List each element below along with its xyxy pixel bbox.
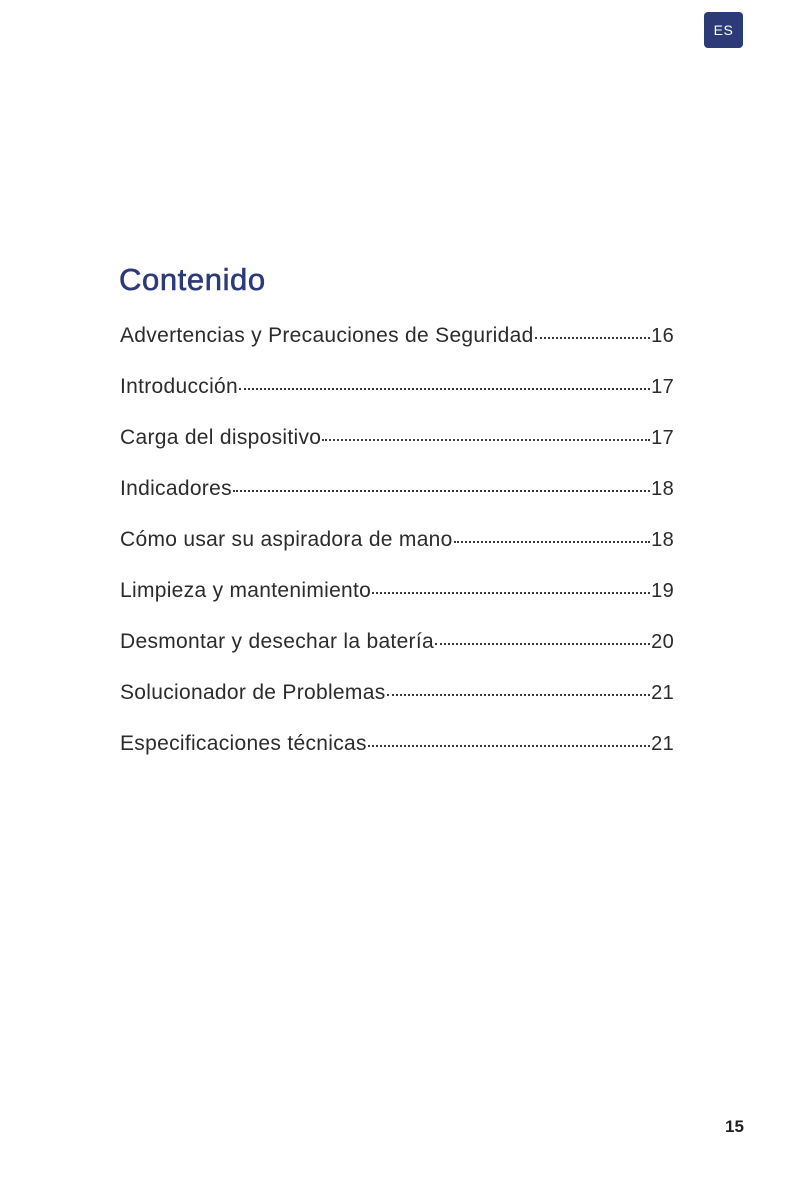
toc-entry-safety[interactable]	[120, 324, 674, 375]
toc-entry-battery-disposal[interactable]	[120, 630, 674, 681]
toc-entry-maintenance[interactable]	[120, 579, 674, 630]
page-title: Contenido	[119, 262, 266, 297]
toc-entry-page: 18	[651, 529, 674, 551]
toc-entry-charging[interactable]	[120, 426, 674, 477]
toc-entry-page: 17	[651, 427, 674, 449]
toc-entry-page: 20	[651, 631, 674, 653]
toc-entry-introduction[interactable]	[120, 375, 674, 426]
toc-entry-label: Especificaciones técnicas	[120, 732, 367, 755]
toc-entry-page: 21	[651, 733, 674, 755]
language-badge: ES	[704, 12, 743, 48]
toc-dot-leader	[454, 541, 651, 543]
toc-dot-leader	[535, 337, 651, 339]
toc-entry-specifications[interactable]	[120, 732, 674, 783]
page-number: 15	[725, 1117, 744, 1136]
toc-entry-label: Carga del dispositivo	[120, 426, 322, 449]
toc-dot-leader	[239, 388, 650, 390]
toc-entry-troubleshooting[interactable]	[120, 681, 674, 732]
toc-entry-label: Cómo usar su aspiradora de mano	[120, 528, 453, 551]
toc-entry-page: 21	[651, 682, 674, 704]
table-of-contents	[120, 324, 674, 783]
toc-entry-label: Introducción	[120, 375, 239, 398]
toc-entry-indicators[interactable]	[120, 477, 674, 528]
toc-dot-leader	[387, 694, 651, 696]
toc-entry-page: 16	[651, 325, 674, 347]
toc-dot-leader	[322, 439, 650, 441]
toc-entry-page: 18	[651, 478, 674, 500]
toc-dot-leader	[233, 490, 650, 492]
toc-entry-page: 19	[651, 580, 674, 602]
toc-entry-label: Indicadores	[120, 477, 232, 500]
toc-dot-leader	[435, 643, 650, 645]
toc-entry-label: Advertencias y Precauciones de Seguridad	[120, 324, 534, 347]
toc-dot-leader	[372, 592, 650, 594]
toc-entry-usage[interactable]	[120, 528, 674, 579]
toc-dot-leader	[368, 745, 650, 747]
toc-entry-label: Desmontar y desechar la batería	[120, 630, 434, 653]
toc-entry-label: Limpieza y mantenimiento	[120, 579, 372, 602]
toc-entry-label: Solucionador de Problemas	[120, 681, 386, 704]
toc-entry-page: 17	[651, 376, 674, 398]
